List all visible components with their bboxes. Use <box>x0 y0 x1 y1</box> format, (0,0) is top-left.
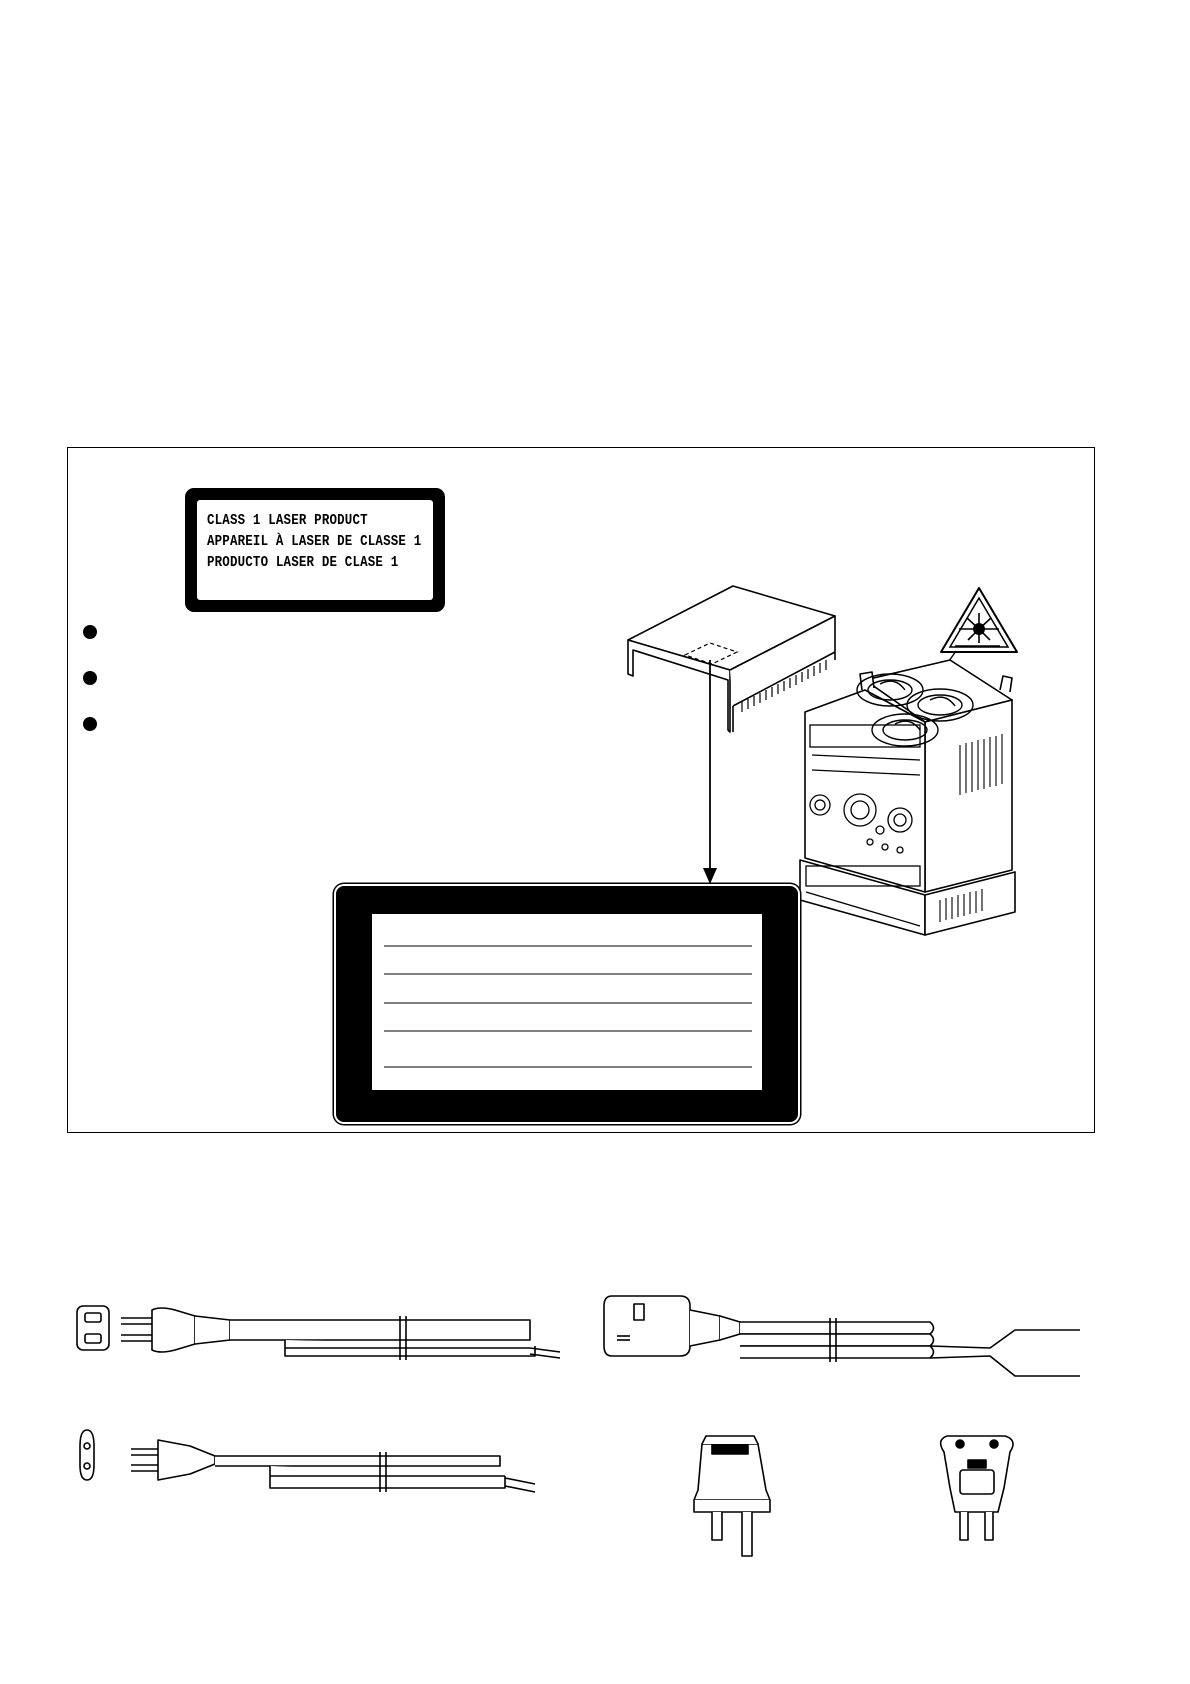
plug-adapter-icon <box>694 1436 770 1556</box>
power-plug-icon <box>77 1306 560 1360</box>
label-line-en: CLASS 1 LASER PRODUCT <box>207 513 368 529</box>
label-line-es: PRODUCTO LASER DE CLASE 1 <box>207 555 399 571</box>
round-plug-icon <box>80 1430 535 1492</box>
label-line-fr: APPAREIL À LASER DE CLASSE 1 <box>207 534 422 550</box>
plug-adapter-icon <box>941 1436 1013 1540</box>
uk-plug-icon <box>604 1296 1080 1376</box>
